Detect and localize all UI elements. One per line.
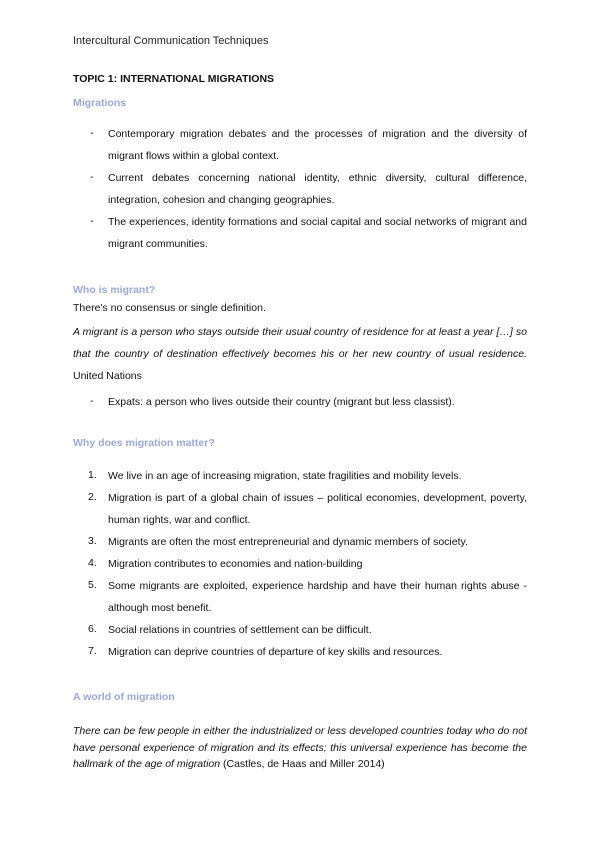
list-number: 5.: [88, 579, 97, 591]
list-item: We live in an age of increasing migration, state fragilities and mobility levels.: [108, 470, 462, 482]
bullet-item-expats: Expats: a person who lives outside their country (migrant but less classist).: [108, 396, 455, 408]
list-number: 1.: [88, 469, 97, 481]
topic-title: TOPIC 1: INTERNATIONAL MIGRATIONS: [73, 73, 275, 85]
bullet-dash: -: [90, 127, 94, 139]
list-item: Social relations in countries of settlement can be difficult.: [108, 624, 372, 636]
page-header: Intercultural Communication Techniques: [73, 35, 269, 47]
castles-quote: [73, 723, 527, 773]
heading-who-is-migrant: Who is migrant?: [73, 284, 156, 296]
list-item: Migration can deprive countries of departure of key skills and resources.: [108, 646, 443, 658]
list-item: Some migrants are exploited, experience hardship and have their human rights abuse - although most benefit.: [108, 580, 527, 614]
list-number: 3.: [88, 535, 97, 547]
list-item: Migration is part of a global chain of issues – political economies, development, poverty, human rights, war and conflict.: [108, 492, 527, 526]
bullet-dash: -: [90, 171, 94, 183]
list-item: Migration contributes to economies and nation-building: [108, 558, 363, 570]
bullet-dash: -: [90, 215, 94, 227]
list-number: 2.: [88, 491, 97, 503]
quote-source: (Castles, de Haas and Miller 2014): [223, 758, 385, 770]
bullet-item: The experiences, identity formations and social capital and social networks of migrant and migrant communities.: [108, 216, 527, 250]
quote-text: There can be few people in either the industrialized or less developed countries today who do not have personal experience of migration and its effects; this universal experience has become the hallmark of the age of migration: [73, 725, 527, 770]
list-number: 6.: [88, 623, 97, 635]
list-number: 4.: [88, 557, 97, 569]
quote-source: United Nations: [73, 370, 142, 382]
list-item: Migrants are often the most entrepreneurial and dynamic members of society.: [108, 536, 468, 548]
who-intro: There's no consensus or single definition.: [73, 302, 266, 314]
heading-why-migration-matters: Why does migration matter?: [73, 437, 215, 449]
quote-text: A migrant is a person who stays outside their usual country of residence for at least a year […] so that the country of destination effectively becomes his or her new country of usual residence.: [73, 326, 527, 360]
list-number: 7.: [88, 645, 97, 657]
bullet-item: Current debates concerning national identity, ethnic diversity, cultural difference, integration, cohesion and changing geographies.: [108, 172, 527, 206]
un-definition-quote: [73, 321, 527, 387]
bullet-item: Contemporary migration debates and the processes of migration and the diversity of migrant flows within a global context.: [108, 128, 527, 162]
heading-world-of-migration: A world of migration: [73, 691, 175, 703]
heading-migrations: Migrations: [73, 97, 127, 109]
bullet-dash: -: [90, 395, 94, 407]
